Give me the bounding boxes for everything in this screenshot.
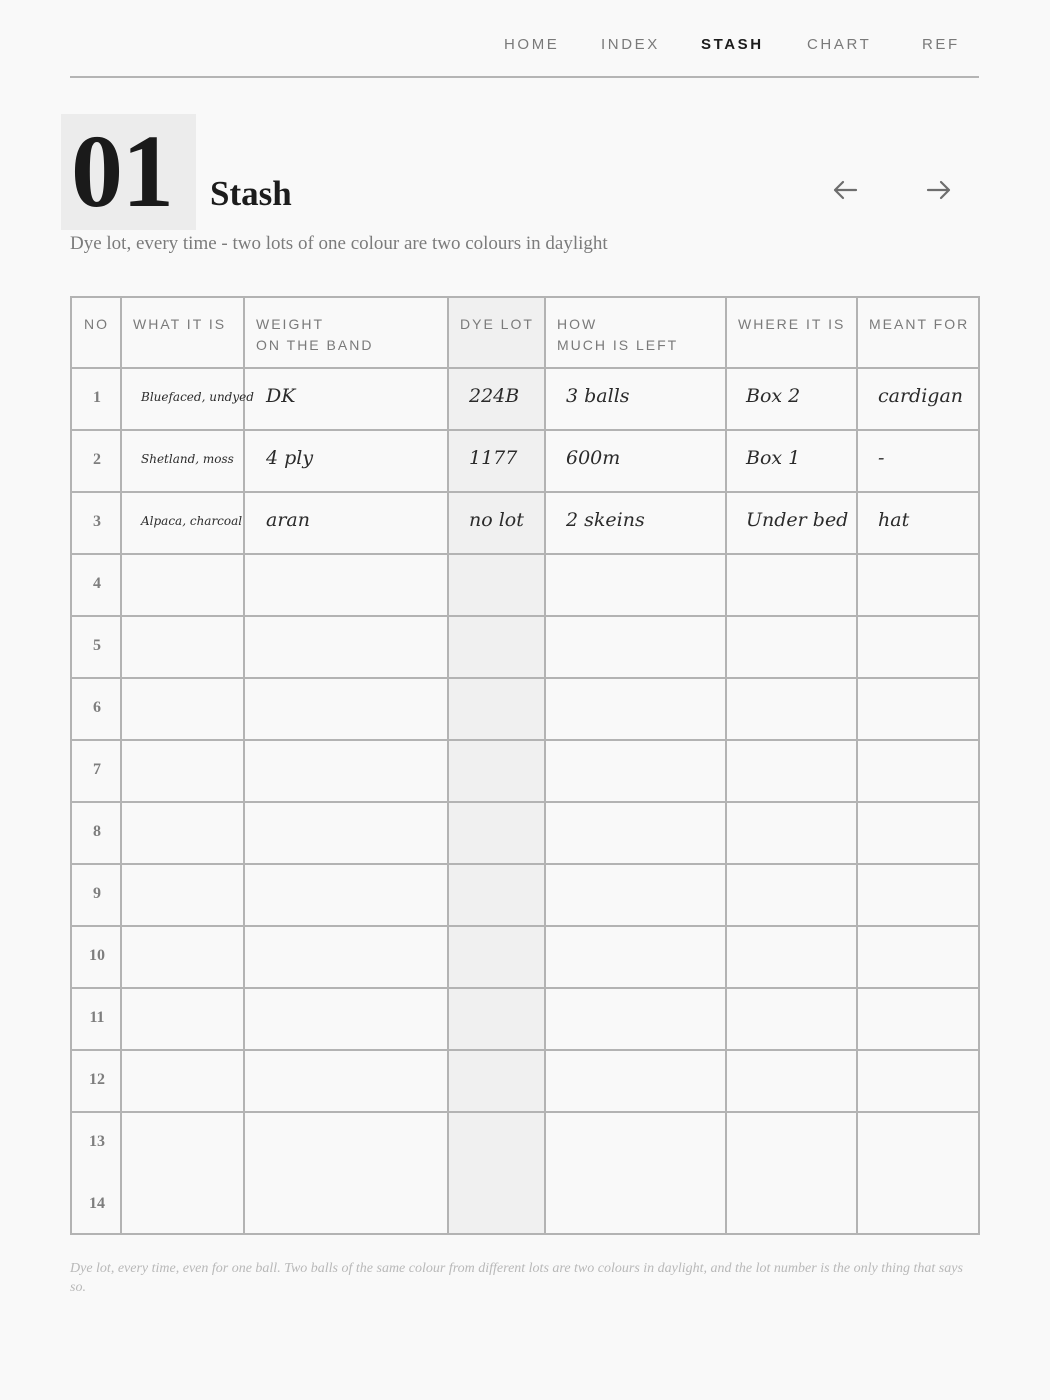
column-divider [447, 298, 449, 1233]
row-number: 8 [93, 823, 101, 840]
row-divider [72, 1049, 978, 1051]
row-number: 6 [93, 699, 101, 716]
cell-meant[interactable]: - [878, 447, 885, 469]
stash-table [70, 296, 980, 1235]
cell-weight[interactable]: aran [266, 509, 310, 531]
top-nav [70, 0, 979, 78]
column-header-weight: WEIGHT ON THE BAND [256, 316, 374, 353]
column-header-no: NO [84, 316, 109, 332]
row-number: 1 [93, 389, 101, 406]
cell-left[interactable]: 600m [566, 447, 621, 469]
column-divider [544, 298, 546, 1233]
cell-meant[interactable]: cardigan [878, 385, 964, 407]
column-header-meant: MEANT FOR [869, 316, 970, 332]
nav-stash[interactable]: STASH [701, 36, 764, 53]
row-divider [72, 925, 978, 927]
row-divider [72, 987, 978, 989]
cell-where[interactable]: Box 1 [746, 447, 801, 469]
column-divider [243, 298, 245, 1233]
arrow-right-icon [926, 179, 952, 201]
row-divider [72, 677, 978, 679]
row-number: 3 [93, 513, 101, 530]
nav-ref[interactable]: REF [922, 36, 960, 53]
row-number: 9 [93, 885, 101, 902]
cell-what[interactable]: Shetland, moss [141, 452, 234, 466]
row-divider [72, 863, 978, 865]
arrow-left-icon [832, 179, 858, 201]
page-subtitle: Dye lot, every time - two lots of one colour are two colours in daylight [70, 233, 608, 254]
row-number: 4 [93, 575, 101, 592]
page-title: Stash [210, 174, 292, 213]
column-header-left: HOW MUCH IS LEFT [557, 316, 679, 353]
cell-dye[interactable]: 224B [469, 385, 520, 407]
row-divider [72, 739, 978, 741]
row-divider [72, 553, 978, 555]
footnote: Dye lot, every time, even for one ball. Two balls of the same colour from different lots are two colours in daylight, and the lot number is the only thing that says so. [70, 1261, 963, 1295]
cell-dye[interactable]: 1177 [469, 447, 518, 469]
row-number: 12 [89, 1071, 105, 1088]
row-number: 7 [93, 761, 101, 778]
dye-lot-column-shade [448, 298, 545, 1233]
cell-left[interactable]: 2 skeins [566, 509, 645, 531]
row-number: 14 [89, 1195, 105, 1212]
cell-where[interactable]: Under bed [746, 509, 849, 531]
row-divider [72, 429, 978, 431]
column-header-where: WHERE IT IS [738, 316, 846, 332]
cell-where[interactable]: Box 2 [746, 385, 801, 407]
cell-what[interactable]: Alpaca, charcoal [141, 514, 243, 528]
cell-weight[interactable]: 4 ply [266, 447, 314, 469]
row-divider [72, 1111, 978, 1113]
nav-index[interactable]: INDEX [601, 36, 660, 53]
cell-left[interactable]: 3 balls [566, 385, 630, 407]
nav-chart[interactable]: CHART [807, 36, 872, 53]
column-divider [725, 298, 727, 1233]
row-number: 11 [89, 1009, 105, 1026]
prev-page-button[interactable] [827, 172, 863, 208]
page-number: 01 [71, 114, 173, 229]
row-divider [72, 491, 978, 493]
row-number: 10 [89, 947, 105, 964]
cell-weight[interactable]: DK [266, 385, 296, 407]
cell-what[interactable]: Bluefaced, undyed [141, 390, 254, 404]
cell-dye[interactable]: no lot [469, 509, 524, 531]
nav-home[interactable]: HOME [504, 36, 560, 53]
next-page-button[interactable] [921, 172, 957, 208]
row-number: 13 [89, 1133, 105, 1150]
column-header-what: WHAT IT IS [133, 316, 227, 332]
row-divider [72, 615, 978, 617]
row-divider [72, 367, 978, 369]
column-divider [856, 298, 858, 1233]
row-divider [72, 801, 978, 803]
row-number: 5 [93, 637, 101, 654]
column-header-dye: DYE LOT [460, 316, 534, 332]
row-number: 2 [93, 451, 101, 468]
cell-meant[interactable]: hat [878, 509, 910, 531]
